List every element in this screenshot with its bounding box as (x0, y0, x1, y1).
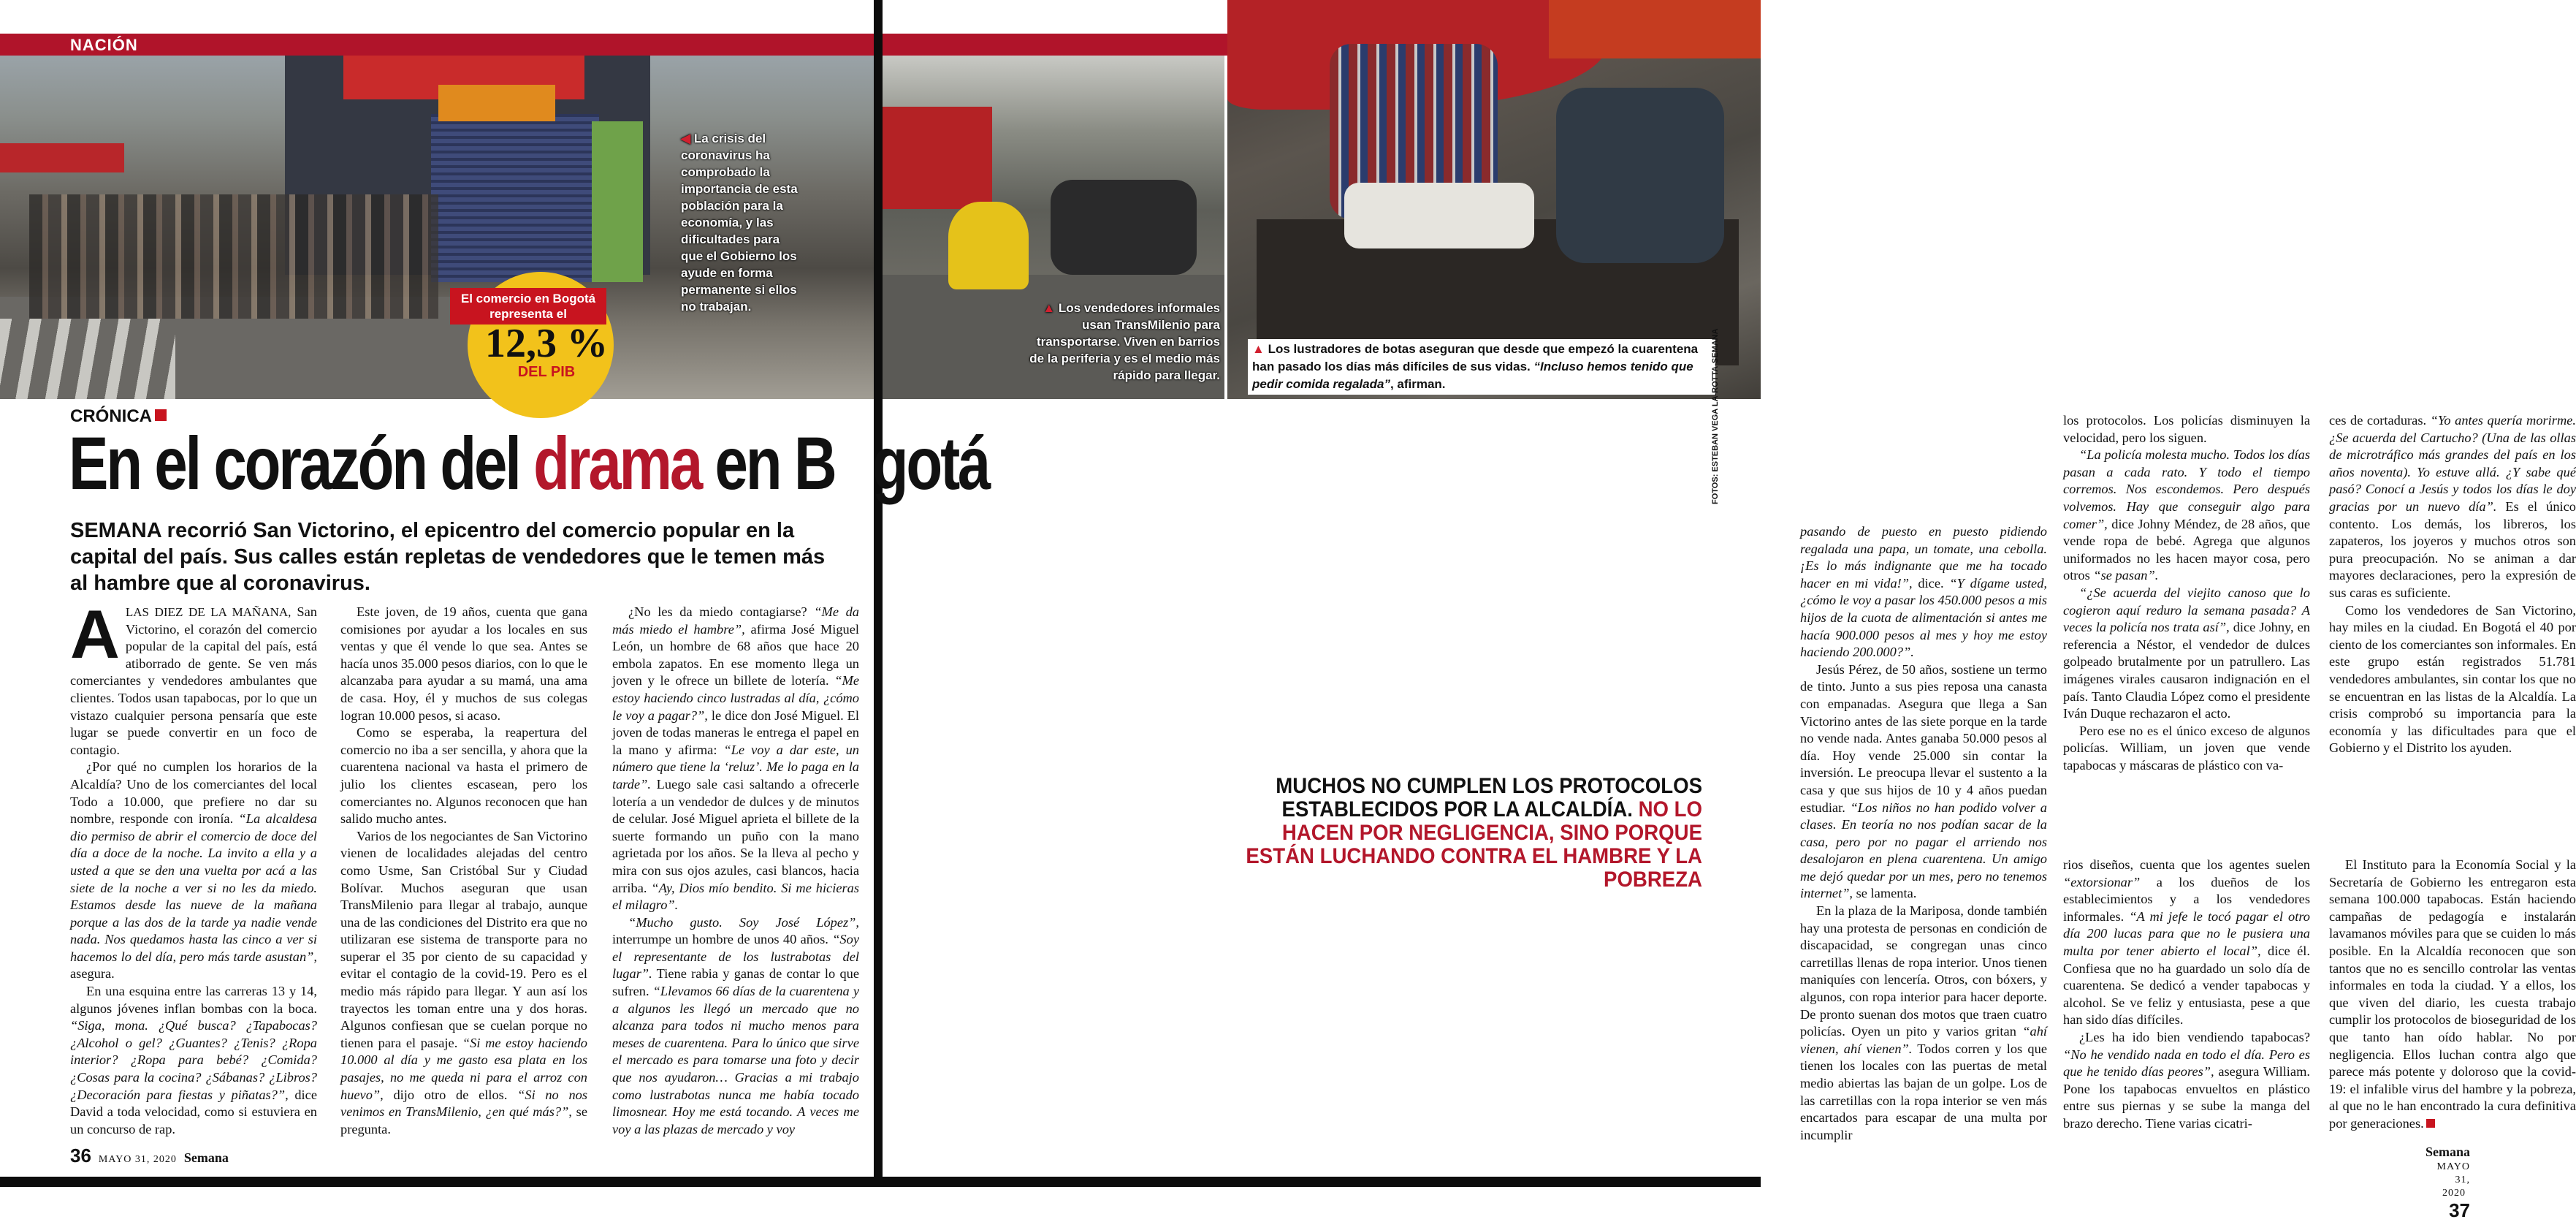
paragraph (70, 759, 317, 983)
quote: “No he vendido nada en todo el día. Pero es que he tenido días peores”, (2063, 1047, 2310, 1079)
end-mark (2426, 1119, 2435, 1128)
lead-caps: LAS DIEZ DE LA MAÑANA, (125, 605, 291, 619)
paragraph: los protocolos. Los policías disminuyen la velocidad, pero los siguen. (2063, 413, 2310, 445)
crosswalk-stripes (0, 319, 175, 399)
text: En una esquina entre las carreras 13 y 14, algunos jóvenes inflan bombas con la boca. (70, 984, 317, 1016)
kicker-text: CRÓNICA (70, 406, 152, 426)
text: le dice don José Miguel. El joven de todas maneras le entrega el papel en la mano y afirma: (612, 707, 859, 757)
folio-left (70, 1145, 229, 1167)
left-page (0, 0, 874, 1187)
text: Es el único contento. Los demás, los libreros, los zapateros, los joyeros y muchos otros son pura preocupación. No se animan a dar mayores declaraciones, pero la expresión de sus caras es suficiente. (2329, 498, 2576, 600)
quote: “Y dígame usted, ¿cómo le voy a pasar los 450.000 pesos a mis hijos de la cuota de alimentación si antes me hacía 900.000 pesos al mes y hoy me estoy haciendo 200.000?”. (1800, 575, 2047, 660)
stat-sub: DEL PIB (517, 364, 576, 380)
quote: “La alcaldesa dio permiso de abrir el comercio de doce del día a doce de la noche. La invito a ella y a usted a que se den una vuelta por acá a las siete de la noche a ver si no les da miedo. Estamos desde las nueve de la mañana porque a las dos de la tarde ya nadie vende nada. Nos quedamos hasta las cinco a ver si hacemos lo del día, pero más tarde asustan”, (70, 811, 317, 964)
quote: “La policía molesta mucho. Todos los días pasan a cada rato. Y todo el tiempo corremos. Nos escondemos. Pero después volvemos. Hay que conseguir algo para comer”, (2063, 447, 2310, 531)
paragraph (2063, 857, 2310, 1029)
paragraph: Este joven, de 19 años, cuenta que gana comisiones por ayudar a los locales en sus ventas y que él vende lo que sea. Antes se hacía unos 35.000 pesos diarios, con lo que le alcanzaba para ayudar a su mamá, una ama de casa. Hoy, él y muchos de sus colegas logran 10.000 pesos, si acaso. (340, 604, 587, 723)
triangle-icon: ◀ (681, 132, 691, 145)
quote: “Si me estoy haciendo 10.000 al día y me gasto esa plata en los pasajes, no me queda ni para el arroz con huevo”, (340, 1035, 587, 1102)
triangle-icon: ▲ (1043, 301, 1056, 315)
text: dice él. Confiesa que no ha guardado un solo día de cuarentena. Se dedicó a vender tapabocas y alcohol. Se ve feliz y entusiasta, pese a que han sido días difíciles. (2063, 943, 2310, 1028)
paragraph: Pero ese no es el único exceso de algunos policías. William, un joven que vende tapabocas y máscaras de plástico con va- (2063, 723, 2310, 773)
bus (883, 107, 992, 209)
pull-quote-red: NO LO HACEN POR NEGLIGENCIA, SINO PORQUE ESTÁN LUCHANDO CONTRA EL HAMBRE Y LA POBREZA (1246, 797, 1702, 892)
text: dice. (1912, 575, 1950, 591)
page-number: 36 (70, 1145, 91, 1166)
text: asegura. (70, 966, 115, 982)
text: Varios de los negociantes de San Victorino vienen de localidades alejadas del centro como Usme, San Cristóbal Sur y Ciudad Bolívar. Muchos aseguran que usan TransMilenio para llegar al trabajo, aunque una de las condiciones del Distrito era que no utilizaran ese sistema de transporte para no superar el 35 por ciento de su capacidad y evitar el contagio de la covid-19. Pero es el medio más rápido para llegar. Y aun así los trayectos les toman entre una y dos horas. Algunos confiesan que se cuelan porque no tienen para el pasaje. (340, 828, 587, 1050)
text: dice Johny, en referencia a Néstor, el vendedor de dulces golpeado brutalmente por un patrullero. Las imágenes virales causaron indignación en el país. Tanto Claudia López como el presidente Iván Duque rechazaron el acto. (2063, 620, 2311, 721)
text: ¿Les ha ido bien vendiendo tapabocas? (2079, 1029, 2310, 1044)
column-right-1 (1800, 523, 2047, 1144)
article-dek: SEMANA recorrió San Victorino, el epicentro del comercio popular en la capital del país. Sus calles están repletas de vendedores que le temen más al hambre que al coronavirus. (70, 519, 826, 595)
text: dice David a toda velocidad, como si estuviera en un concurso de rap. (70, 1087, 317, 1136)
quote: “Le voy a dar este, un número que tiene la ‘reluz’. Me lo paga en la tarde”. (612, 742, 859, 792)
text: ¿No les da miedo contagiarse? (628, 604, 815, 619)
paragraph (2063, 447, 2310, 585)
column-left-1 (70, 596, 317, 1138)
text: asegura William. Pone los tapabocas envueltos en plástico entre sus piernas y se sube la manga del brazo derecho. Tiene varias cicatri- (2063, 1064, 2310, 1131)
quote: “ahí vienen, ahí vienen”. (1800, 1024, 2047, 1056)
text: ces de cortaduras. (2329, 413, 2431, 428)
wheelchair-person (948, 202, 1029, 289)
folio-right (2426, 1145, 2470, 1222)
right-page (883, 0, 2576, 1221)
text: se pregunta. (340, 1104, 588, 1136)
photo-caption-crisis (681, 130, 798, 315)
headline (69, 421, 988, 506)
magazine-name: Semana (2426, 1145, 2471, 1159)
quote: “se pasan”. (2093, 568, 2159, 583)
quote: “Los niños no han podido volver a clases. En teoría no nos podían sacar de la casa, pero por no pagar el arriendo nos desalojaron en plena cuarentena. Un amigo me dejó quedar por un mes, pero no tenemos internet”, (1800, 800, 2047, 901)
paragraph: Como los vendedores de San Victorino, hay miles en la ciudad. En Bogotá el 40 por ciento de los comerciantes son informales. En este grupo están registrados 51.781 vendedores ambulantes, sin contar los que no se encuentran en las listas de la Alcaldía. La crisis comprobó su importancia para la economía y las dificultades para que el Gobierno y el Distrito los ayuden. (2329, 602, 2576, 756)
paragraph (612, 604, 859, 914)
page-gutter (874, 0, 883, 1187)
triangle-icon: ▲ (1252, 342, 1265, 356)
column-right-3-lower (2329, 857, 2576, 1133)
quote: “Siga, mona. ¿Qué busca? ¿Tapabocas? ¿Alcohol o gel? ¿Guantes? ¿Tenis? ¿Ropa interior? ¿Ropa para bebé? ¿Comida? ¿Cosas para la cocina? ¿Sábanas? ¿Libros? ¿Decoración para fiestas y piñatas?”, (70, 1018, 317, 1102)
quote: “Me da más miedo el hambre”, (612, 604, 859, 637)
caption-text: Los vendedores informales usan TransMilenio para transportarse. Viven en barrios de la periferia y es el medio más rápido para llegar. (1029, 301, 1220, 382)
quote: “extorsionar” (2063, 874, 2141, 889)
caption-text: La crisis del coronavirus ha comprobado la importancia de esta población para la economía, y las dificultades para que el Gobierno los ayude en forma permanente si ellos no trabajan. (681, 132, 798, 314)
photo-caption-lustradores (1248, 339, 1715, 395)
pull-quote-black: MUCHOS NO CUMPLEN LOS PROTOCOLOS ESTABLECIDOS POR LA ALCALDÍA. (1276, 774, 1702, 821)
paragraph (2063, 585, 2310, 723)
stat-label: El comercio en Bogotá representa el (450, 288, 606, 325)
stat-value: 12,3 % (485, 321, 608, 366)
issue-date: MAYO 31, 2020 (98, 1154, 177, 1165)
bottom-edge (0, 1177, 1761, 1187)
shop-sign-orange (438, 85, 555, 121)
photo-credit: FOTOS: ESTEBAN VEGA LA-ROTTA-SEMANA (1711, 328, 1720, 504)
paragraph (1800, 903, 2047, 1144)
text: Luego sale casi saltando a ofrecerle lotería a un vendedor de dulces y de minutos de celular. José Miguel aprieta el billete de la suerte formando un puño con la mano agrietada por los años. Se la lleva al pecho y mira con sus ojos azules, casi blancos, hacia arriba. (612, 776, 859, 895)
text: En la plaza de la Mariposa, donde también hay una protesta de personas en condición de discapacidad, se congregan unas cinco carretillas llenas de ropa interior. Unos tienen maniquíes con lencería. Otros, con bóxers, y algunos, con ropa interior para hacer deporte. De pronto suenan dos motos que traen cuatro policías. Oyen un pito y varios gritan (1800, 903, 2047, 1039)
text: afirma José Miguel León, un hombre de 68 años que hace 20 embola zapatos. En ese momento llega un joven y le ofrece un billete de lotería. (612, 621, 859, 688)
paragraph (612, 914, 859, 1139)
crowd (29, 194, 438, 319)
headline-red: drama (533, 422, 701, 505)
pull-quote (1222, 775, 1702, 892)
text: a los dueños de los establecimientos y a los vendedores informales. (2063, 874, 2310, 924)
page-number: 37 (2449, 1199, 2471, 1221)
square-icon (155, 409, 167, 421)
quote: “Ay, Dios mío bendito. Si me hicieras el milagro”. (612, 880, 859, 913)
text: dijo otro de ellos. (383, 1087, 518, 1102)
column-right-3 (2329, 412, 2576, 757)
issue-date: MAYO 31, 2020 (2436, 1161, 2471, 1199)
text: San Victorino, el corazón del comercio popular de la capital del país, está atiborrado de gente. Se ven más comerciantes y vendedores ambulantes que clientes. Todos usan tapabocas, por lo que un vistazo cualquier persona pensaría que este lugar se puede convertir en un foco de contagio. (70, 604, 317, 757)
text: rios diseños, cuenta que los agentes suelen (2063, 857, 2310, 872)
paragraph: Como se esperaba, la reapertura del comercio no iba a ser sencilla, y ahora que la cuarentena nacional va hasta el primero de julio los clientes escasean, pero los comerciantes no. Algunos reconocen que han salido mucho antes. (340, 725, 587, 827)
headline-part: En el corazón del (69, 422, 534, 505)
quote: “¿Se acuerda del viejito canoso que lo cogieron aquí reduro la semana pasada? A veces la policía nos trata así”, (2063, 585, 2310, 635)
paragraph (70, 983, 317, 1138)
column-right-2 (2063, 412, 2310, 774)
kiosk (592, 121, 643, 282)
photo-caption-vendedores (1029, 300, 1220, 384)
text: El Instituto para la Economía Social y la Secretaría de Gobierno les entregaron esta semana 100.000 tapabocas. Están haciendo campañas de pedagogía e instalarán lavamanos móviles para que se cuiden lo más posible. En la Alcaldía reconocen que son tantos que no es sencillo controlar las ventas informales en toda la ciudad. Y a ellos, los que viven del diario, les cuesta trabajo cumplir los protocolos de bioseguridad de los que tanto han oído hablar. No por negligencia. Ellos luchan contra algo que parece más potente y doloroso que la covid-19: el infalible virus del hambre y la pobreza, al que no le han encontrado la cura definitiva por generaciones. (2329, 857, 2576, 1131)
paragraph (1800, 523, 2047, 661)
text: dice Johny Méndez, de 28 años, que vende ropa de bebé. Agrega que algunos uniformados no les hacen mayor cosa, pero otros (2063, 516, 2310, 583)
quote: “A mi jefe le tocó pagar el otro día 200 lucas para que no le pusiera una multa por tener abierto el local”, (2063, 908, 2311, 958)
shop-shutter (431, 114, 599, 282)
magazine-name: Semana (183, 1150, 229, 1165)
headline-part: en B (701, 422, 835, 505)
caption-text: Los lustradores de botas aseguran que desde que empezó la cuarentena han pasado los días más difíciles de sus vidas. (1252, 342, 1699, 373)
text: Tiene rabia y ganas de contar lo que sufren. (612, 966, 859, 999)
quote: “Soy el representante de los lustrabotas del lugar”. (612, 932, 859, 982)
shoeshiner (1556, 88, 1724, 263)
caption-quote: “Incluso hemos tenido que pedir comida regalada” (1252, 360, 1693, 391)
text: se lamenta. (1853, 886, 1917, 901)
text: Todos corren y los que tienen los locales con las puertas de metal medio abiertas las bajan de un golpe. Los de las carretillas con la ropa interior se ven más encartados para escapar de una multa por incumplir (1800, 1041, 2047, 1142)
paragraph (2329, 857, 2576, 1133)
column-right-2-lower (2063, 857, 2310, 1133)
motorcycle (1051, 180, 1197, 275)
umbrella-2 (1549, 0, 1761, 58)
quote: “Si no nos venimos en TransMilenio, ¿en qué más?”, (340, 1087, 587, 1120)
column-left-2 (340, 604, 587, 1138)
paragraph (340, 828, 587, 1139)
paragraph (2063, 1029, 2310, 1133)
column-left-3 (612, 604, 859, 1138)
section-label: NACIÓN (70, 36, 138, 54)
paragraph (2329, 412, 2576, 602)
bus (0, 143, 124, 172)
text: interrumpe un hombre de unos 40 años. (612, 932, 833, 947)
customer-legs (1344, 183, 1534, 248)
quote: “Yo antes quería morirme. ¿Se acuerda del Cartucho? (Una de las ollas de microtráfico más grandes del país en los años noventa). Yo estuve allá. ¿Y sabe qué pasó? Conocí a Jesús y todos los días le doy gracias por un nuevo día”. (2329, 413, 2576, 514)
quote: “Mucho gusto. Soy José López”, (628, 914, 859, 930)
paragraph (1800, 661, 2047, 903)
text: Jesús Pérez, de 50 años, sostiene un termo de tinto. Junto a sus pies reposa una canasta con empanadas. Asegura que llega a San Victorino antes de las siete porque en la tarde no vende nada. Antes ganaba 50.000 pesos al día. Hoy vende 25.000 sin contar la inversión. Le preocupa llevar el sustento a la casa y que sus hijos de 10 y 4 años puedan estudiar. (1800, 661, 2047, 815)
caption-text: , afirman. (1390, 377, 1446, 391)
headline-part: gotá (872, 422, 989, 505)
drop-cap: A (70, 596, 120, 672)
quote: “Llevamos 66 días de la cuarentena y a algunos les llegó un mercado que no alcanza para todos ni mucho menos para meses de cuarentena. Para lo único que sirve el mercado es para tomarse una foto y decir que nos ayudaron… Gracias a mi trabajo como lustrabotas nunca me había tocado limosnear. Hoy me está tocando. A veces me voy a las plazas de mercado y voy (612, 984, 859, 1136)
quote: “Me estoy haciendo cinco lustradas al día, ¿cómo le voy a pagar?”, (612, 673, 859, 723)
section-bar (0, 34, 874, 56)
text: ¿Por qué no cumplen los horarios de la Alcaldía? Uno de los comerciantes del local Todo a 10.000, que prefiere no dar su nombre, responde con ironía. (70, 759, 317, 827)
paragraph (70, 596, 317, 759)
quote: pasando de puesto en puesto pidiendo regalada una papa, un tomate, una cebolla. ¡Es lo más indignante que me ha tocado hacer en mi vida!”, (1800, 524, 2047, 591)
